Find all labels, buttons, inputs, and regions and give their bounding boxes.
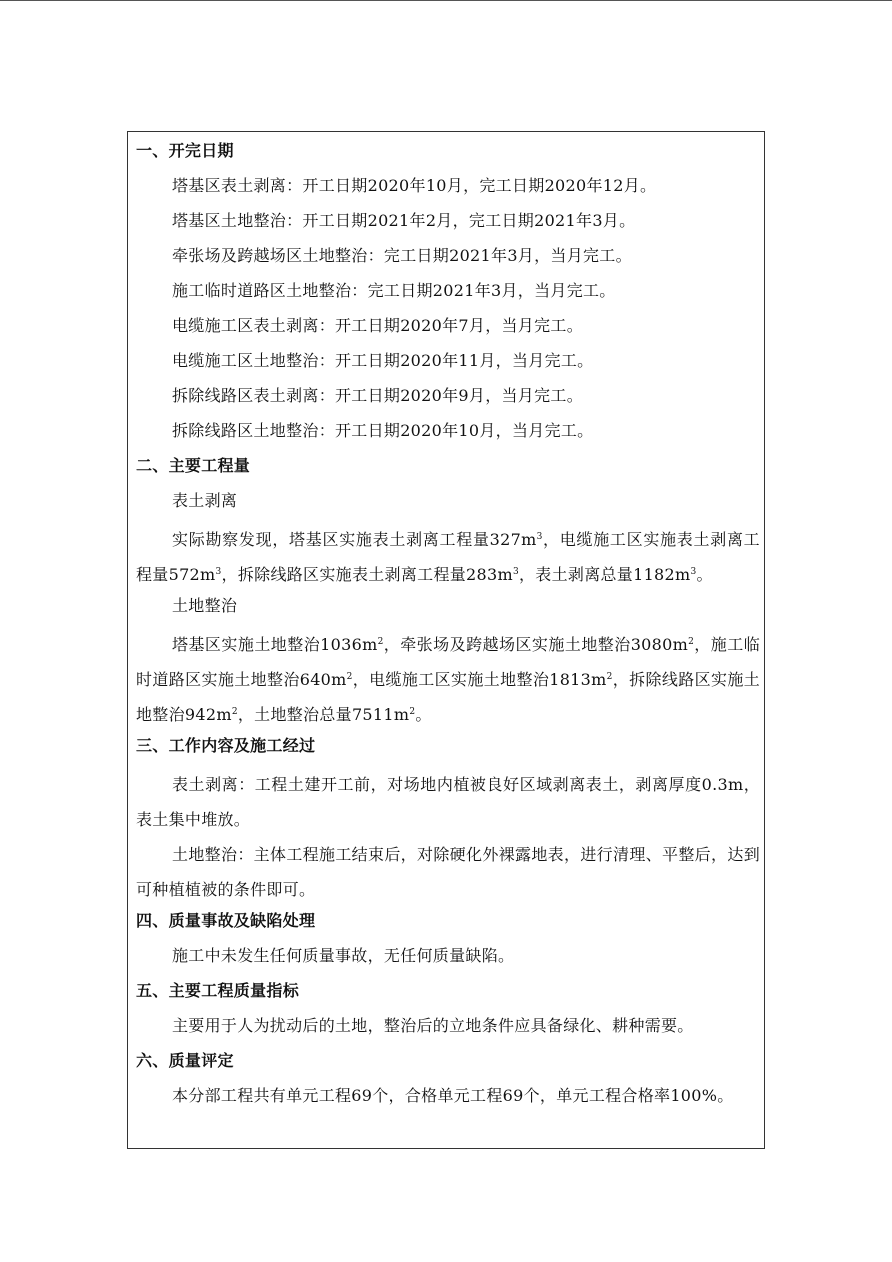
section-heading-quality-assessment: 六、质量评定 xyxy=(136,1051,234,1070)
list-item: 拆除线路区表土剥离：开工日期2020年9月，当月完工。 xyxy=(172,386,583,405)
document-body xyxy=(136,137,760,1117)
subheading-topsoil: 表土剥离 xyxy=(172,491,238,510)
list-item: 塔基区土地整治：开工日期2021年2月，完工日期2021年3月。 xyxy=(172,211,636,230)
section-heading-work-content: 三、工作内容及施工经过 xyxy=(136,736,316,755)
list-item: 拆除线路区土地整治：开工日期2020年10月，当月完工。 xyxy=(172,421,594,440)
list-item: 电缆施工区土地整治：开工日期2020年11月，当月完工。 xyxy=(172,351,594,370)
paragraph-topsoil-quantities: 实际勘察发现，塔基区实施表土剥离工程量$327m^3$，电缆施工区实施表土剥离工程量$572m^3$，拆除线路区实施表土剥离工程量$283m^3$，表土剥离总量$1182m^3$。 xyxy=(136,530,760,584)
subheading-land-remediation: 土地整治 xyxy=(172,596,238,615)
paragraph-land-process: 土地整治：主体工程施工结束后，对除硬化外裸露地表，进行清理、平整后，达到可种植植被的条件即可。 xyxy=(136,845,760,899)
list-item: 塔基区表土剥离：开工日期2020年10月，完工日期2020年12月。 xyxy=(172,176,657,195)
section-heading-dates: 一、开完日期 xyxy=(136,141,234,160)
quality-assessment-text: 本分部工程共有单元工程69个，合格单元工程69个，单元工程合格率100%。 xyxy=(172,1086,734,1105)
paragraph-topsoil-process: 表土剥离：工程土建开工前，对场地内植被良好区域剥离表土，剥离厚度0.3m，表土集中堆放。 xyxy=(136,775,760,829)
section-heading-quality-incidents: 四、质量事故及缺陷处理 xyxy=(136,911,316,930)
paragraph-land-remediation-quantities: 塔基区实施土地整治$1036m^2$，牵张场及跨越场区实施土地整治$3080m^2$，施工临时道路区实施土地整治$640m^2$，电缆施工区实施土地整治$1813m^2$，拆除线路区实施土地整治$942m^2$，土地整治总量$7511m^2$。 xyxy=(136,635,760,724)
top-rule xyxy=(0,0,892,1)
quality-indicators-text: 主要用于人为扰动后的土地，整治后的立地条件应具备绿化、耕种需要。 xyxy=(172,1016,694,1035)
section-heading-quality-indicators: 五、主要工程质量指标 xyxy=(136,981,300,1000)
list-item: 电缆施工区表土剥离：开工日期2020年7月，当月完工。 xyxy=(172,316,583,335)
quality-incidents-text: 施工中未发生任何质量事故，无任何质量缺陷。 xyxy=(172,946,515,965)
list-item: 施工临时道路区土地整治：完工日期2021年3月，当月完工。 xyxy=(172,281,616,300)
section-heading-quantities: 二、主要工程量 xyxy=(136,456,251,475)
list-item: 牵张场及跨越场区土地整治：完工日期2021年3月，当月完工。 xyxy=(172,246,632,265)
